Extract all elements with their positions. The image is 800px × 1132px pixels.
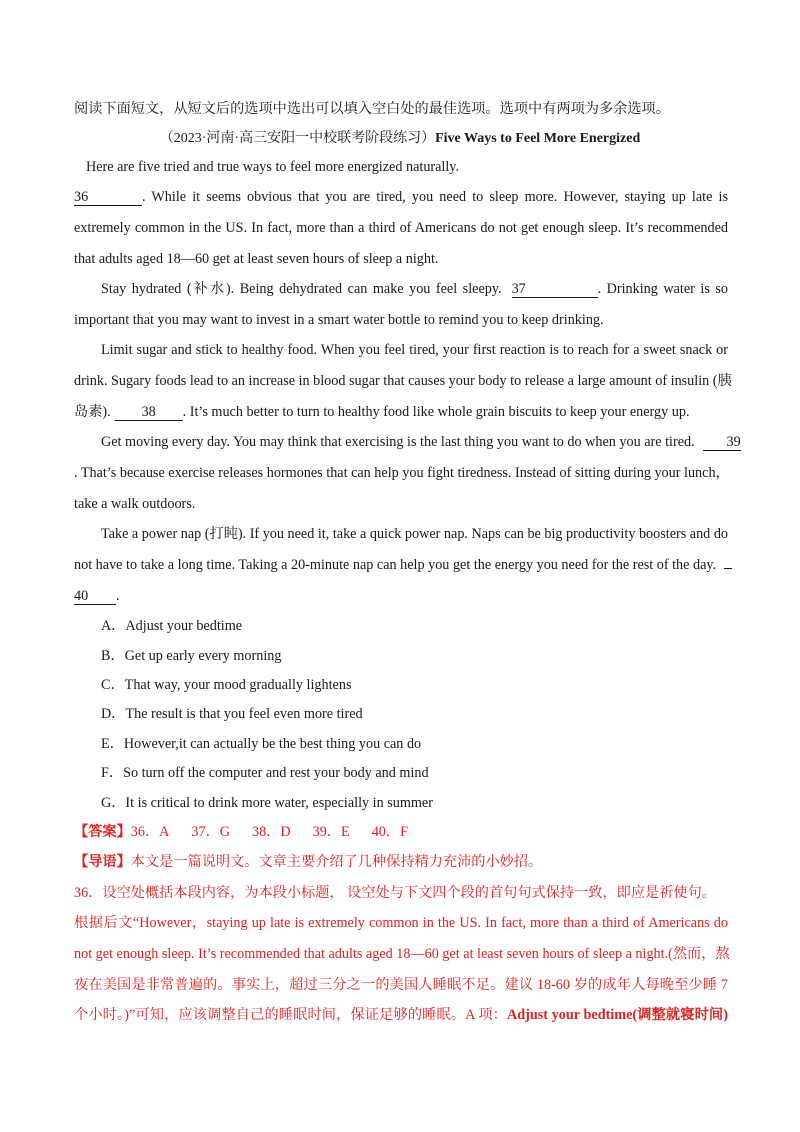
guide-line [74,852,542,872]
paragraph-3-line-3 [74,402,689,422]
paragraph-4-line-3: take a walk outdoors. [74,496,196,512]
paragraph-5-line-2 [74,555,732,575]
answer-line [74,822,408,842]
answer-item: 38．D [252,824,291,840]
paragraph-2-line-2: important that you may want to invest in a smart water bottle to remind you to keep drinking. [74,312,604,328]
blank-39[interactable]: 39 [703,434,741,451]
answer-item: 39．E [312,824,350,840]
analysis-line-2: 根据后文“However，staying up late is extremely common in the US. In fact, more than a third of Americans do [74,915,728,931]
instruction-text: 阅读下面短文，从短文后的选项中选出可以填入空白处的最佳选项。选项中有两项为多余选项。 [74,101,670,117]
analysis-text: 个小时。)”可知，应该调整自己的睡眠时间，保证足够的睡眠。A 项： [74,1007,507,1023]
paragraph-text: . [116,588,120,604]
blank-40[interactable]: 40 [74,588,116,605]
option-f: F．So turn off the computer and rest your body and mind [101,765,429,781]
analysis-line-4: 夜在美国是非常普遍的。事实上，超过三分之一的美国人睡眠不足。建议 18-60 岁的成年人每晚至少睡 7 [74,977,728,993]
paragraph-text: Get moving every day. You may think that exercising is the last thing you want to do when you are tired. [101,434,695,450]
option-a: A．Adjust your bedtime [101,618,243,634]
paragraph-5-line-3 [74,586,120,606]
analysis-line-1: 36．设空处概括本段内容，为本段小标题， 设空处与下文四个段的首句句式保持一致，即应是祈使句。 [74,885,716,901]
paragraph-3-line-2: drink. Sugary foods lead to an increase in blood sugar that causes your body to release a large amount of insulin (胰 [74,373,732,389]
paragraph-text: . It’s much better to turn to healthy food like whole grain biscuits to keep your energy up. [182,404,690,420]
paragraph-2-line-1 [101,279,728,299]
blank-36[interactable]: 36 [74,189,142,206]
option-b: B．Get up early every morning [101,648,282,664]
paragraph-4-line-1 [101,432,741,452]
option-g: G．It is critical to drink more water, especially in summer [101,795,433,811]
analysis-answer: Adjust your bedtime(调整就寝时间) [507,1007,728,1023]
answer-label: 【答案】 [74,824,131,840]
blank-37[interactable]: 37 [512,281,598,298]
option-e: E．However,it can actually be the best thing you can do [101,736,422,752]
paragraph-text: . While it seems obvious that you are tired, you need to sleep more. However, staying up late is [142,189,728,205]
paragraph-4-line-2: . That’s because exercise releases hormones that can help you fight tiredness. Instead of sitting during your lunch， [74,465,730,481]
paragraph-3-line-1: Limit sugar and stick to healthy food. When you feel tired, your first reaction is to reach for a sweet snack or [101,342,728,358]
blank-38[interactable]: 38 [115,404,183,421]
answer-item: 36．A [130,824,170,840]
analysis-line-5 [74,1005,728,1025]
guide-label: 【导语】 [74,854,131,870]
passage-title: Five Ways to Feel More Energized [435,131,641,146]
option-c: C．That way, your mood gradually lightens [101,677,352,693]
guide-text: 本文是一篇说明文。文章主要介绍了几种保持精力充沛的小妙招。 [130,854,543,870]
blank-40-start [724,568,732,569]
source-text: （2023·河南·高三安阳一中校联考阶段练习） [159,131,436,146]
paragraph-5-line-1: Take a power nap (打盹). If you need it, take a quick power nap. Naps can be big productivity boosters and do [101,526,729,542]
intro-text: Here are five tried and true ways to feel more energized naturally. [86,159,460,175]
paragraph-text: Stay hydrated (补水). Being dehydrated can make you feel sleepy. [101,281,502,297]
passage-heading [0,127,800,147]
answer-item: 37．G [191,824,231,840]
option-d: D．The result is that you feel even more tired [101,706,363,722]
paragraph-text: . Drinking water is so [597,281,728,297]
paragraph-text: not have to take a long time. Taking a 20-minute nap can help you get the energy you need for the rest of the day. [74,557,717,573]
analysis-line-3: not get enough sleep. It’s recommended that adults aged 18—60 get at least seven hours of sleep a night.(然而，熬 [74,946,730,962]
paragraph-1-line-1 [74,187,728,207]
paragraph-text: 岛素). [74,404,111,420]
paragraph-1-line-3: that adults aged 18—60 get at least seven hours of sleep a night. [74,251,439,267]
paragraph-1-line-2: extremely common in the US. In fact, more than a third of Americans do not get enough sleep. It’s recommended [74,220,728,236]
answer-item: 40．F [371,824,408,840]
